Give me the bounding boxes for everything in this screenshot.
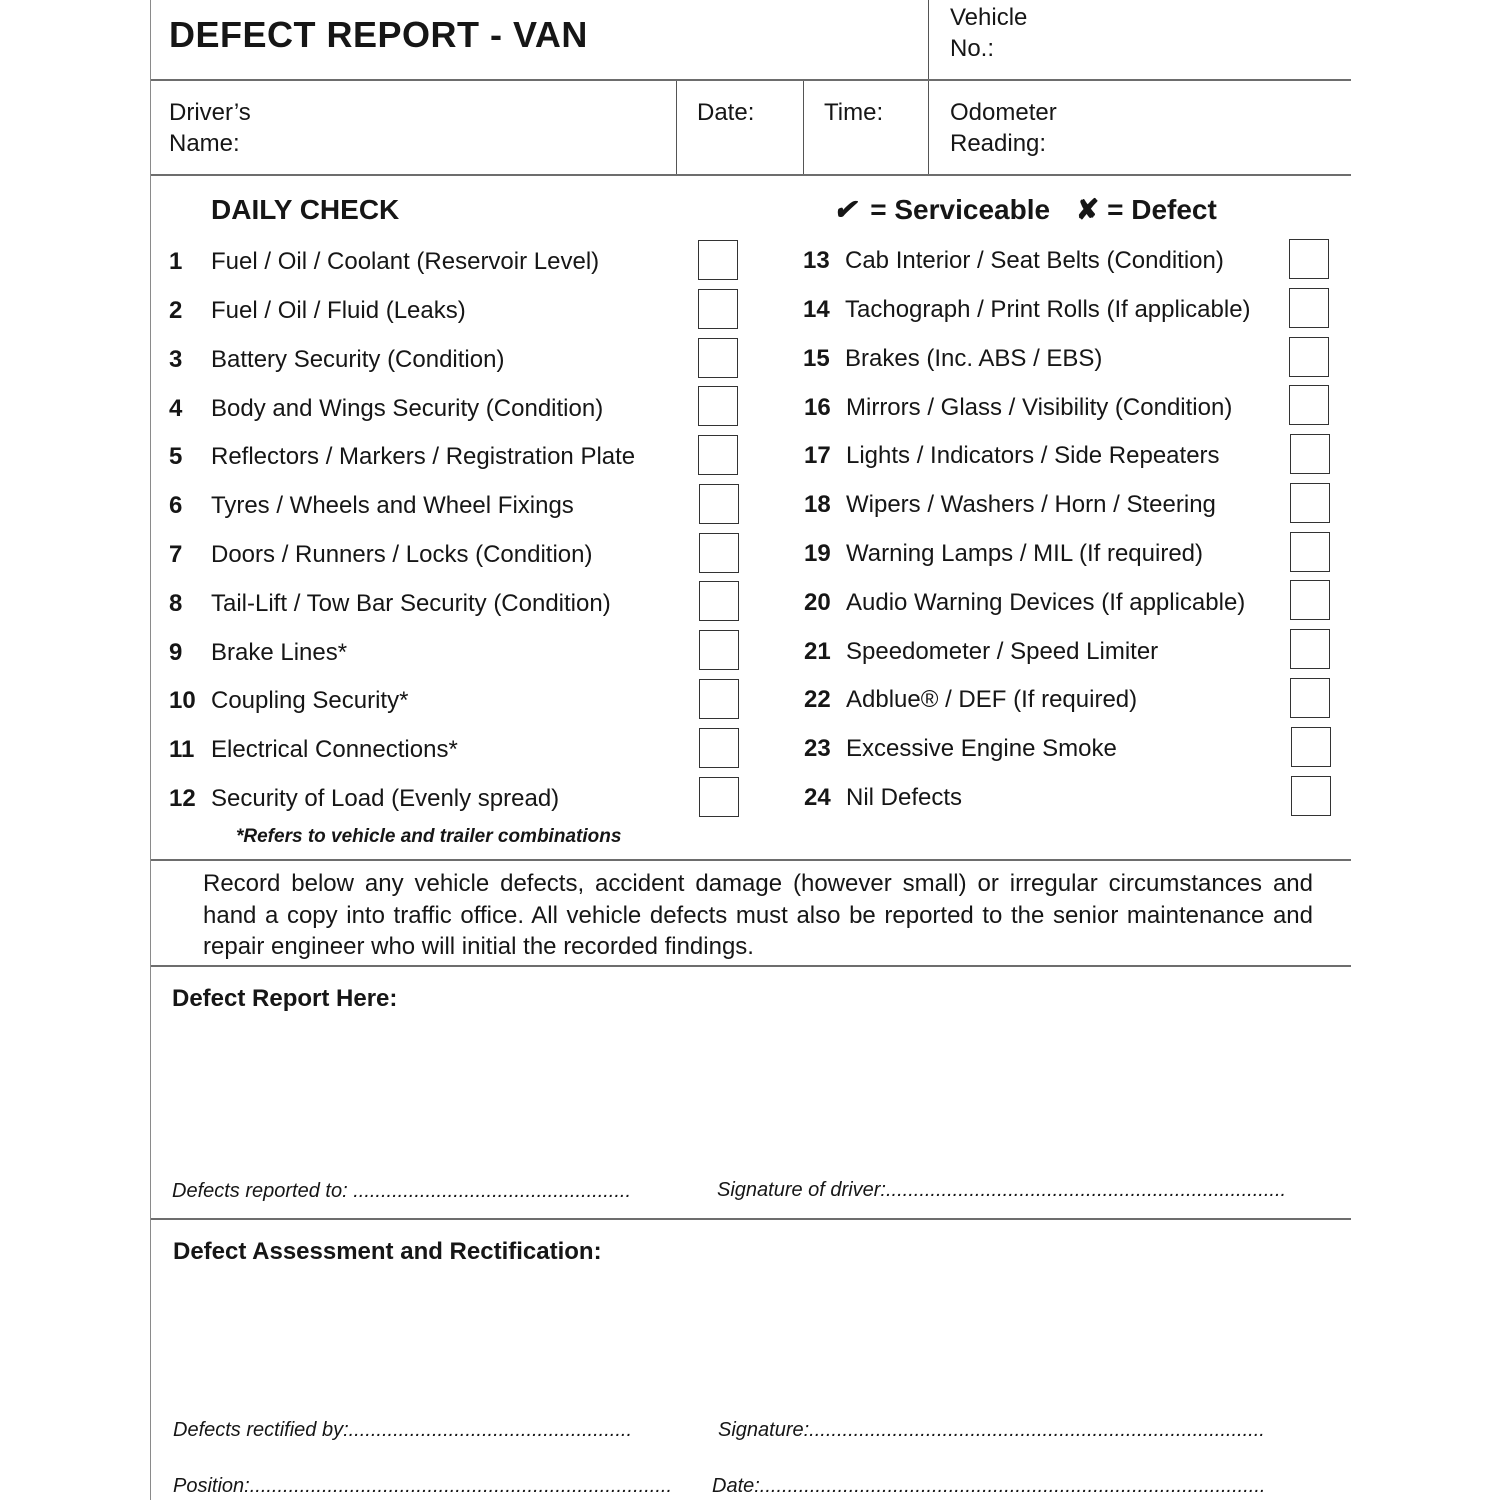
checkbox-item-4[interactable] — [698, 386, 738, 426]
odometer-label-2: Reading: — [950, 130, 1047, 157]
checkbox-item-6[interactable] — [699, 484, 739, 524]
driver-name-label-1: Driver’s — [169, 99, 251, 126]
defect-report-form — [150, 0, 1351, 1500]
check-item-22: 22 Adblue® / DEF (If required) — [804, 686, 1138, 713]
checkbox-item-17[interactable] — [1290, 434, 1330, 474]
check-item-2: 2 Fuel / Oil / Fluid (Leaks) — [169, 297, 466, 324]
checkbox-item-24[interactable] — [1291, 776, 1331, 816]
checkbox-item-5[interactable] — [698, 435, 738, 475]
divider — [151, 859, 1351, 861]
daily-check-title: DAILY CHECK — [211, 194, 400, 225]
check-item-20: 20 Audio Warning Devices (If applicable) — [804, 589, 1246, 616]
defect-label: = Defect — [1107, 194, 1217, 225]
check-item-16: 16 Mirrors / Glass / Visibility (Condition) — [804, 394, 1233, 421]
defect-report-area[interactable] — [171, 1020, 1341, 1170]
checkbox-item-21[interactable] — [1290, 629, 1330, 669]
odometer-label-1: Odometer — [950, 99, 1057, 126]
date-field[interactable] — [677, 81, 803, 174]
vehicle-no-label-2: No.: — [950, 35, 995, 62]
defect-report-title: Defect Report Here: — [172, 985, 398, 1012]
checkbox-item-12[interactable] — [699, 777, 739, 817]
checkbox-item-15[interactable] — [1289, 337, 1329, 377]
check-item-18: 18 Wipers / Washers / Horn / Steering — [804, 491, 1216, 518]
time-field[interactable] — [804, 81, 928, 174]
serviceable-label: = Serviceable — [870, 194, 1051, 225]
rectification-signature-field[interactable]: Signature:.................................................................................. — [718, 1419, 1265, 1441]
check-item-23: 23 Excessive Engine Smoke — [804, 735, 1117, 762]
driver-signature-field[interactable]: Signature of driver:........................................................................ — [717, 1179, 1287, 1201]
check-item-24: 24 Nil Defects — [804, 784, 963, 811]
check-item-10: 10 Coupling Security* — [169, 687, 409, 714]
form-title: DEFECT REPORT - VAN — [169, 14, 588, 55]
check-item-5: 5 Reflectors / Markers / Registration Plate — [169, 443, 636, 470]
checkbox-item-2[interactable] — [698, 289, 738, 329]
checkbox-item-7[interactable] — [699, 533, 739, 573]
position-field[interactable]: Position:............................................................................ — [173, 1475, 673, 1497]
checkbox-item-18[interactable] — [1290, 483, 1330, 523]
divider — [151, 1218, 1351, 1220]
checkbox-item-19[interactable] — [1290, 532, 1330, 572]
defects-reported-to-field[interactable]: Defects reported to: .................................................. — [172, 1180, 632, 1202]
checkbox-item-13[interactable] — [1289, 239, 1329, 279]
check-item-9: 9 Brake Lines* — [169, 639, 348, 666]
checkbox-item-22[interactable] — [1290, 678, 1330, 718]
time-label: Time: — [824, 99, 884, 126]
assessment-area[interactable] — [171, 1275, 1341, 1405]
checkbox-item-1[interactable] — [698, 240, 738, 280]
driver-name-label-2: Name: — [169, 130, 240, 157]
check-item-7: 7 Doors / Runners / Locks (Condition) — [169, 541, 593, 568]
checkbox-item-16[interactable] — [1289, 385, 1329, 425]
checkbox-item-23[interactable] — [1291, 727, 1331, 767]
rectification-date-field[interactable]: Date:........................................................................................... — [712, 1475, 1266, 1497]
driver-name-field[interactable] — [151, 81, 676, 174]
odometer-field[interactable] — [929, 81, 1351, 174]
check-item-1: 1 Fuel / Oil / Coolant (Reservoir Level) — [169, 248, 600, 275]
vehicle-no-label-1: Vehicle — [950, 4, 1028, 31]
check-item-17: 17 Lights / Indicators / Side Repeaters — [804, 442, 1220, 469]
checkbox-item-14[interactable] — [1289, 288, 1329, 328]
checkbox-item-11[interactable] — [699, 728, 739, 768]
check-item-4: 4 Body and Wings Security (Condition) — [169, 395, 604, 422]
checkbox-item-10[interactable] — [699, 679, 739, 719]
check-item-19: 19 Warning Lamps / MIL (If required) — [804, 540, 1204, 567]
checkbox-item-9[interactable] — [699, 630, 739, 670]
cross-icon: ✘ — [1075, 194, 1100, 225]
check-item-21: 21 Speedometer / Speed Limiter — [804, 638, 1159, 665]
divider — [151, 174, 1351, 176]
check-item-6: 6 Tyres / Wheels and Wheel Fixings — [169, 492, 574, 519]
check-item-13: 13 Cab Interior / Seat Belts (Condition) — [803, 247, 1224, 274]
check-item-3: 3 Battery Security (Condition) — [169, 346, 505, 373]
tick-icon: ✔ — [833, 194, 857, 225]
legend — [833, 193, 1217, 226]
check-item-14: 14 Tachograph / Print Rolls (If applicable) — [803, 296, 1251, 323]
check-item-12: 12 Security of Load (Evenly spread) — [169, 785, 560, 812]
instructions-text: Record below any vehicle defects, accident damage (however small) or irregular circumstances and hand a copy into traffic office. All vehicle defects must also be reported to the senior maintenance and repair engineer who will initial the recorded findings. — [203, 870, 1313, 960]
checkbox-item-8[interactable] — [699, 581, 739, 621]
vehicle-no-field[interactable] — [928, 0, 1351, 80]
check-item-8: 8 Tail-Lift / Tow Bar Security (Condition) — [169, 590, 611, 617]
assessment-title: Defect Assessment and Rectification: — [173, 1238, 602, 1265]
checkbox-item-20[interactable] — [1290, 580, 1330, 620]
footnote: *Refers to vehicle and trailer combinations — [236, 826, 622, 847]
checkbox-item-3[interactable] — [698, 338, 738, 378]
check-item-11: 11 Electrical Connections* — [169, 736, 458, 763]
divider — [151, 965, 1351, 967]
rectified-by-field[interactable]: Defects rectified by:................................................... — [173, 1419, 633, 1441]
date-label: Date: — [697, 99, 755, 126]
check-item-15: 15 Brakes (Inc. ABS / EBS) — [803, 345, 1103, 372]
